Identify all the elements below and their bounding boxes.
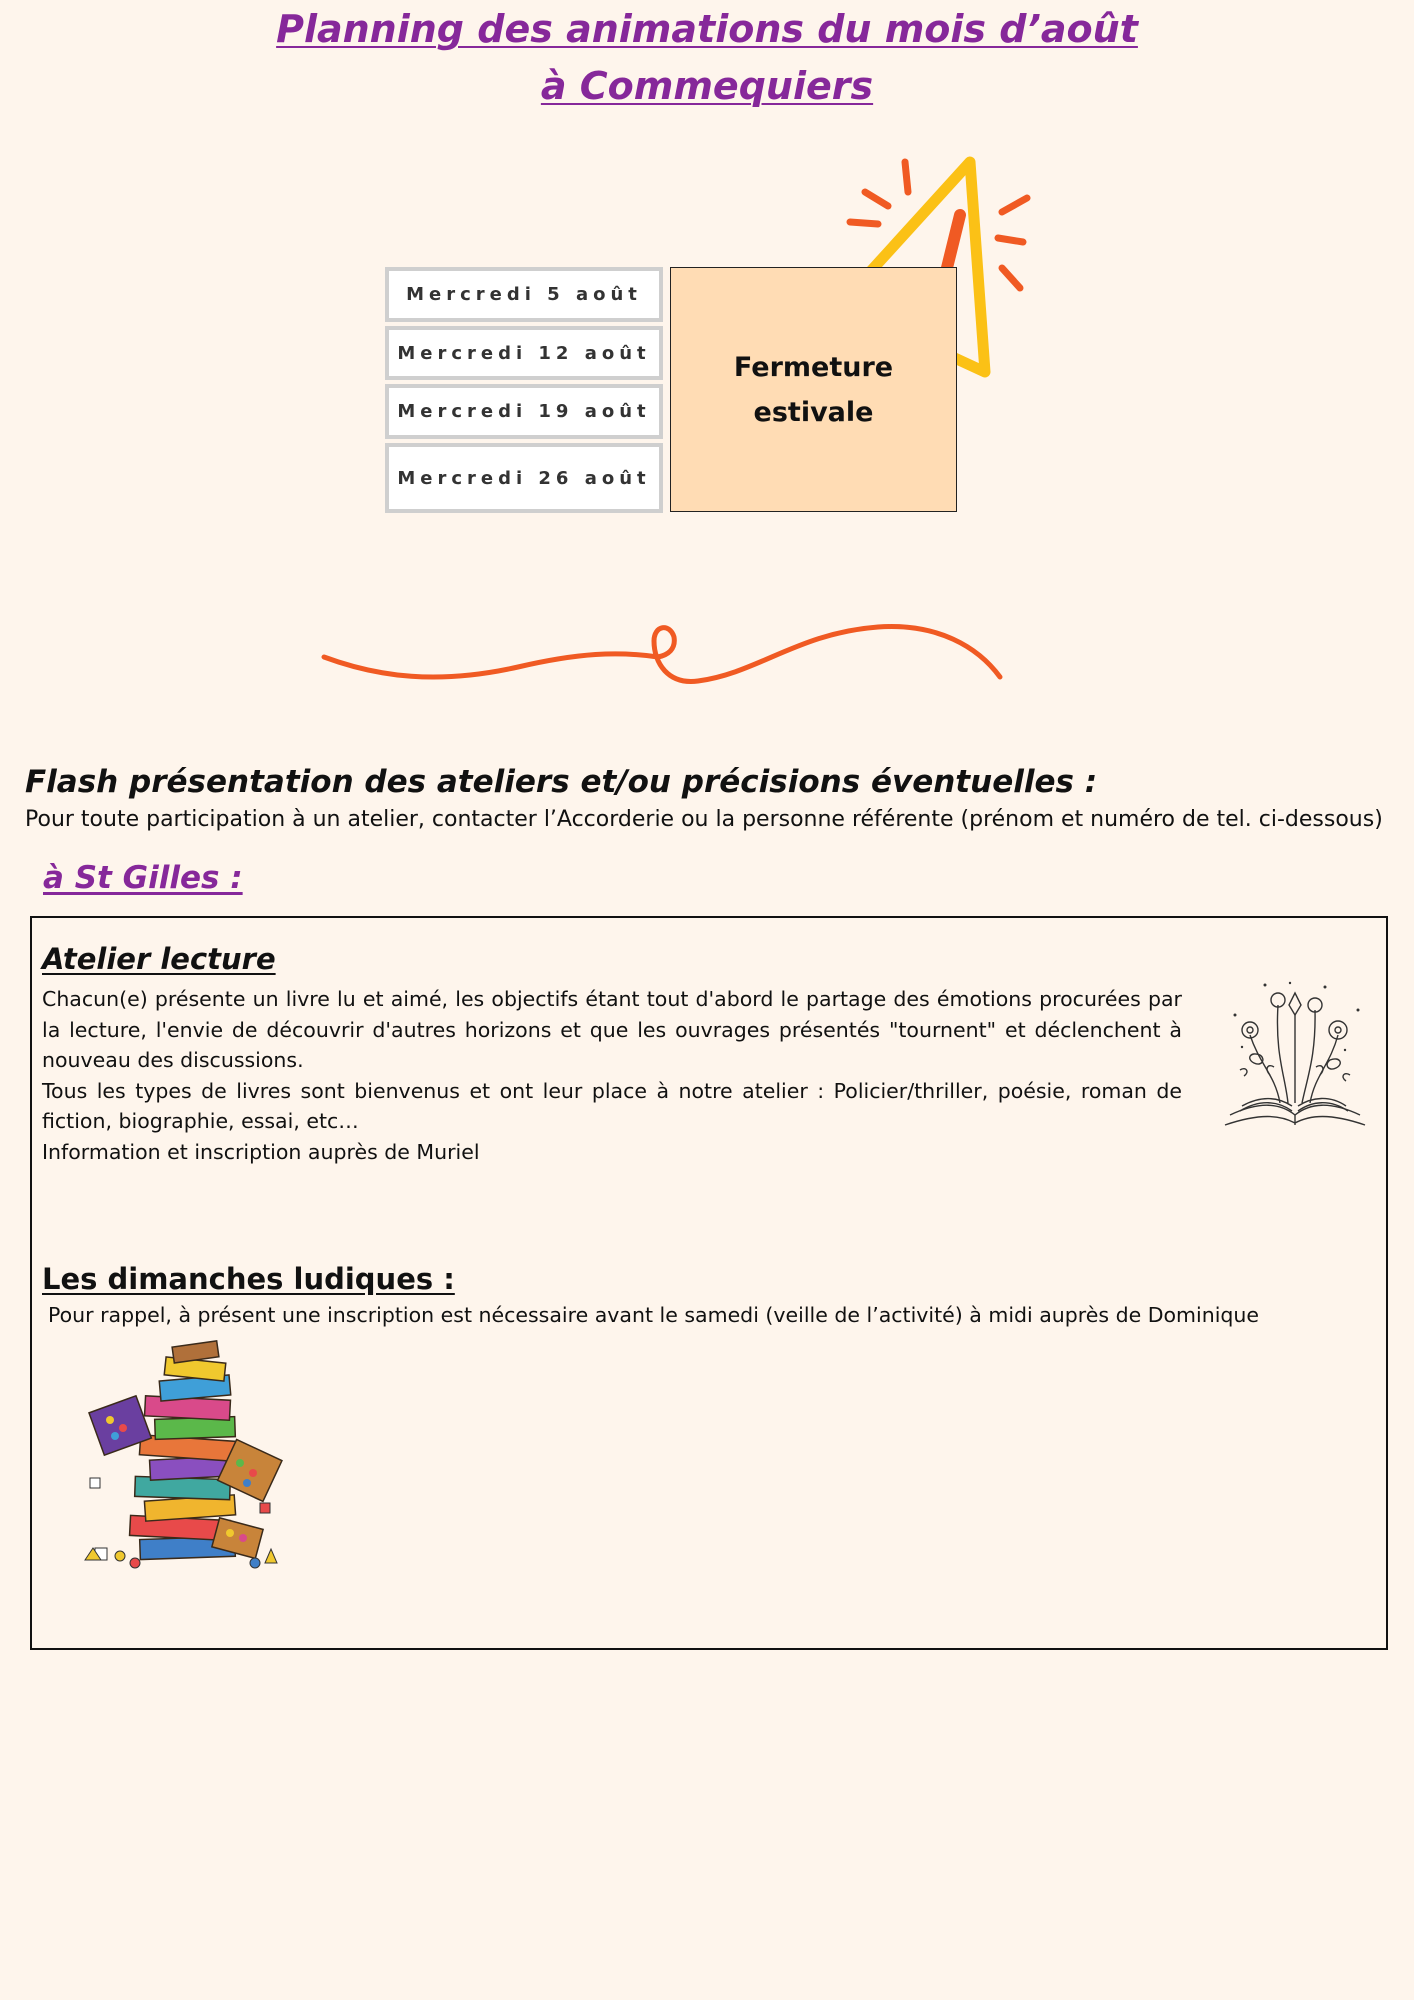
- board-games-illustration: [75, 1338, 290, 1578]
- flash-title: Flash présentation des ateliers et/ou précisions éventuelles :: [25, 764, 1098, 800]
- dimanches-ludiques-title: Les dimanches ludiques :: [42, 1262, 455, 1296]
- decorative-squiggle: [318, 615, 1008, 695]
- page-title-line2: à Commequiers: [540, 64, 874, 108]
- closure-label: Fermeture estivale: [733, 351, 894, 428]
- date-box-1: Mercredi 5 août: [385, 267, 663, 322]
- page-title-line1: Planning des animations du mois d’août: [276, 7, 1138, 51]
- date-box-2: Mercredi 12 août: [385, 326, 663, 380]
- atelier-lecture-paragraph-3: Information et inscription auprès de Muriel: [42, 1139, 480, 1164]
- atelier-lecture-body: [42, 984, 1182, 1167]
- dimanches-ludiques-text: Pour rappel, à présent une inscription est nécessaire avant le samedi (veille de l’activité) à midi auprès de Dominique: [48, 1303, 1260, 1327]
- date-box-3: Mercredi 19 août: [385, 384, 663, 439]
- atelier-lecture-title: Atelier lecture: [42, 942, 276, 976]
- flash-text: Pour toute participation à un atelier, contacter l’Accorderie ou la personne référente (prénom et numéro de tel. ci-dessous): [25, 807, 1383, 832]
- closure-box: [670, 267, 957, 512]
- atelier-lecture-paragraph-2: Tous les types de livres sont bienvenus et ont leur place à notre atelier : Policier/thriller, poésie, roman de fiction, biographie, essai, etc…: [42, 1078, 1182, 1133]
- date-box-4: Mercredi 26 août: [385, 443, 663, 513]
- open-book-illustration: [1220, 975, 1370, 1135]
- atelier-lecture-paragraph-1: Chacun(e) présente un livre lu et aimé, les objectifs étant tout d'abord le partage des émotions procurées par la lecture, l'envie de découvrir d'autres horizons et que les ouvrages présentés "tournent" et déclenchent à nouveau des discussions.: [42, 987, 1182, 1072]
- location-label: à St Gilles :: [43, 860, 243, 896]
